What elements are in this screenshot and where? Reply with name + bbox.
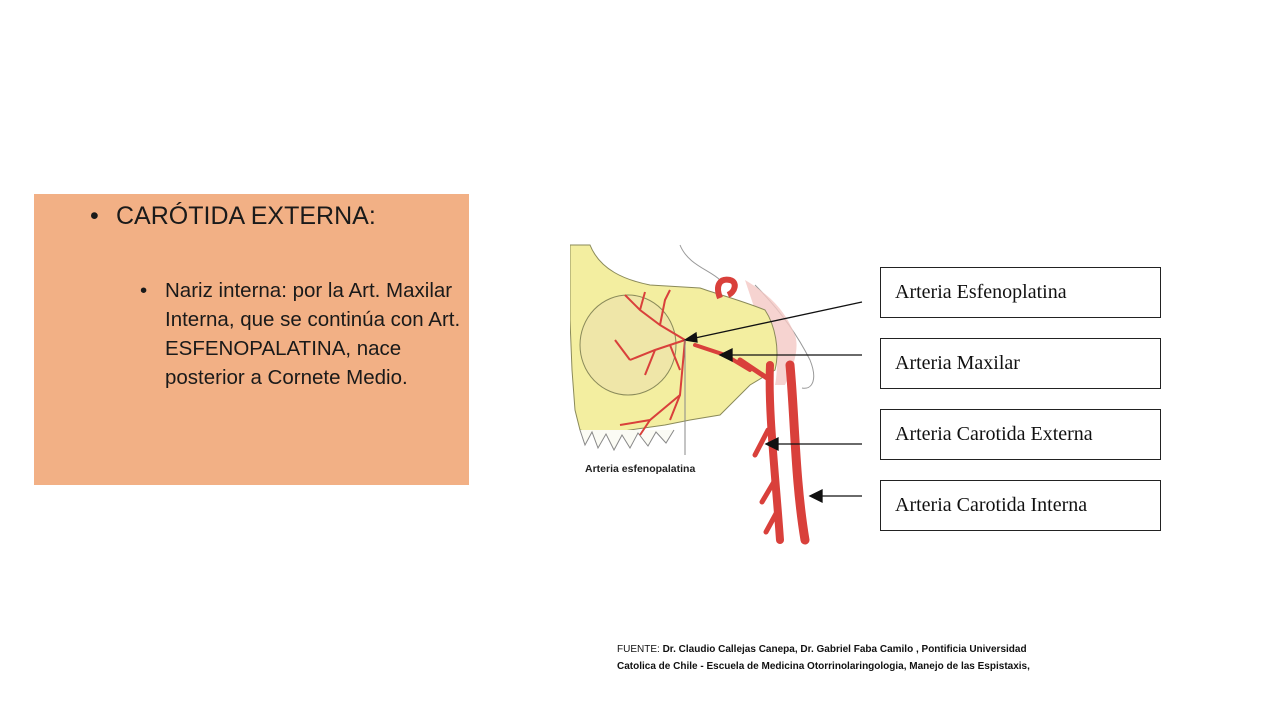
bullet-dot: • <box>90 202 99 230</box>
label-carotida-externa: Arteria Carotida Externa <box>880 409 1161 460</box>
orbit <box>580 295 676 395</box>
superficial-temporal-artery <box>718 280 735 298</box>
label-esfenoplatina: Arteria Esfenoplatina <box>880 267 1161 318</box>
bullet-dot: • <box>140 279 148 302</box>
body-text: Nariz interna: por la Art. Maxilar Interna, que se continúa con Art. ESFENOPALATINA, nace posterior a Cornete Medio. <box>165 279 461 389</box>
source-label: FUENTE: <box>617 644 660 655</box>
figure-caption: Arteria esfenopalatina <box>585 463 696 475</box>
source-line-1 <box>617 641 1137 658</box>
label-maxilar: Arteria Maxilar <box>880 338 1161 389</box>
source-text-1: Dr. Claudio Callejas Canepa, Dr. Gabriel Faba Camilo , Pontificia Universidad <box>662 644 1027 655</box>
heading-text: CARÓTIDA EXTERNA: <box>116 202 376 230</box>
source-line-2: Catolica de Chile - Escuela de Medicina Otorrinolaringologia, Manejo de las Espistaxis, <box>617 661 1030 672</box>
label-carotida-interna: Arteria Carotida Interna <box>880 480 1161 531</box>
teeth <box>580 430 674 450</box>
source-citation <box>617 641 1137 675</box>
head-neck-illustration <box>570 240 870 545</box>
